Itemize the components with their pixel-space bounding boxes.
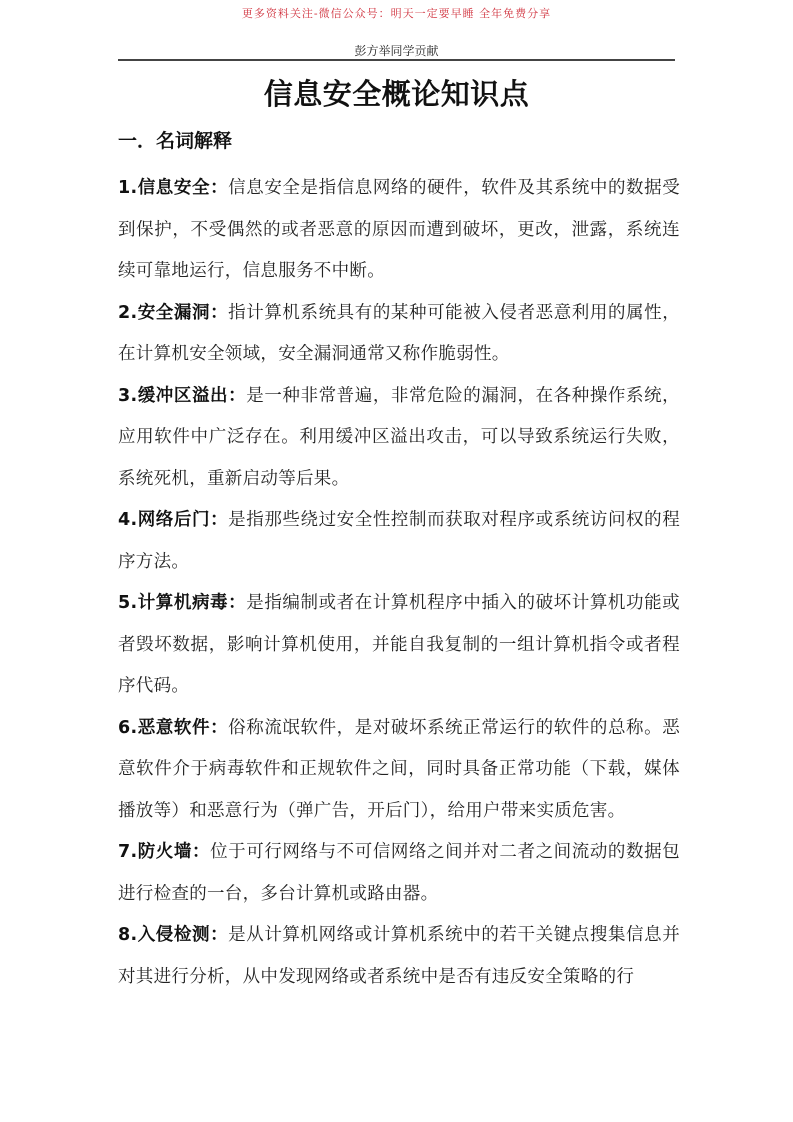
definition-entry [118, 583, 680, 708]
entry-separator: ： [210, 302, 229, 323]
entry-definition: 指计算机系统具有的某种可能被入侵者恶意利用的属性，在计算机安全领域，安全漏洞通常又称作脆弱性。 [118, 302, 681, 364]
definition-entry [118, 376, 680, 501]
entry-definition: 是指那些绕过安全性控制而获取对程序或系统访问权的程序方法。 [118, 510, 681, 572]
entry-definition: 位于可行网络与不可信网络之间并对二者之间流动的数据包进行检查的一台，多台计算机或路由器。 [118, 842, 680, 904]
definition-entry [118, 708, 680, 833]
definition-entry [118, 832, 680, 915]
section-heading: 一．名词解释 [118, 130, 233, 152]
entry-separator: ： [191, 842, 211, 862]
entry-definition: 信息安全是指信息网络的硬件，软件及其系统中的数据受到保护，不受偶然的或者恶意的原因而遭到破坏，更改，泄露，系统连续可靠地运行，信息服务不中断。 [118, 178, 681, 281]
entry-definition: 是指编制或者在计算机程序中插入的破坏计算机功能或者毁坏数据，影响计算机使用，并能自我复制的一组计算机指令或者程序代码。 [118, 593, 680, 696]
header-divider [118, 59, 675, 61]
entry-term: 6.恶意软件 [118, 717, 211, 738]
entry-separator: ： [210, 178, 229, 198]
entry-term: 3.缓冲区溢出 [118, 385, 229, 406]
watermark-banner: 更多资料关注-微信公众号：明天一定要早睡 全年免费分享 [241, 7, 552, 20]
entry-term: 1.信息安全 [118, 178, 211, 198]
entry-separator: ： [228, 385, 247, 406]
entry-definition: 俗称流氓软件，是对破坏系统正常运行的软件的总称。恶意软件介于病毒软件和正规软件之间，同时具备正常功能（下载，媒体播放等）和恶意行为（弹广告，开后门），给用户带来实质危害。 [118, 717, 681, 821]
entry-separator: ： [210, 925, 229, 945]
definition-entry [118, 500, 680, 583]
entry-separator: ： [228, 593, 247, 613]
entry-separator: ： [210, 717, 229, 738]
definition-entry [118, 915, 680, 998]
definition-entry [118, 168, 680, 293]
entry-term: 5.计算机病毒 [118, 593, 229, 613]
entry-definition: 是从计算机网络或计算机系统中的若干关键点搜集信息并对其进行分析，从中发现网络或者系统中是否有违反安全策略的行 [118, 925, 681, 987]
page-header-credit: 彭方举同学贡献 [354, 44, 439, 58]
entry-separator: ： [210, 510, 229, 530]
entry-term: 7.防火墙 [118, 842, 192, 862]
entry-term: 8.入侵检测 [118, 925, 211, 945]
definition-entry [118, 293, 680, 376]
entry-definition: 是一种非常普遍，非常危险的漏洞，在各种操作系统，应用软件中广泛存在。利用缓冲区溢出攻击，可以导致系统运行失败，系统死机，重新启动等后果。 [118, 385, 680, 489]
entry-term: 4.网络后门 [118, 510, 211, 530]
definition-list [118, 168, 680, 998]
entry-term: 2.安全漏洞 [118, 302, 211, 323]
document-title: 信息安全概论知识点 [263, 77, 530, 111]
